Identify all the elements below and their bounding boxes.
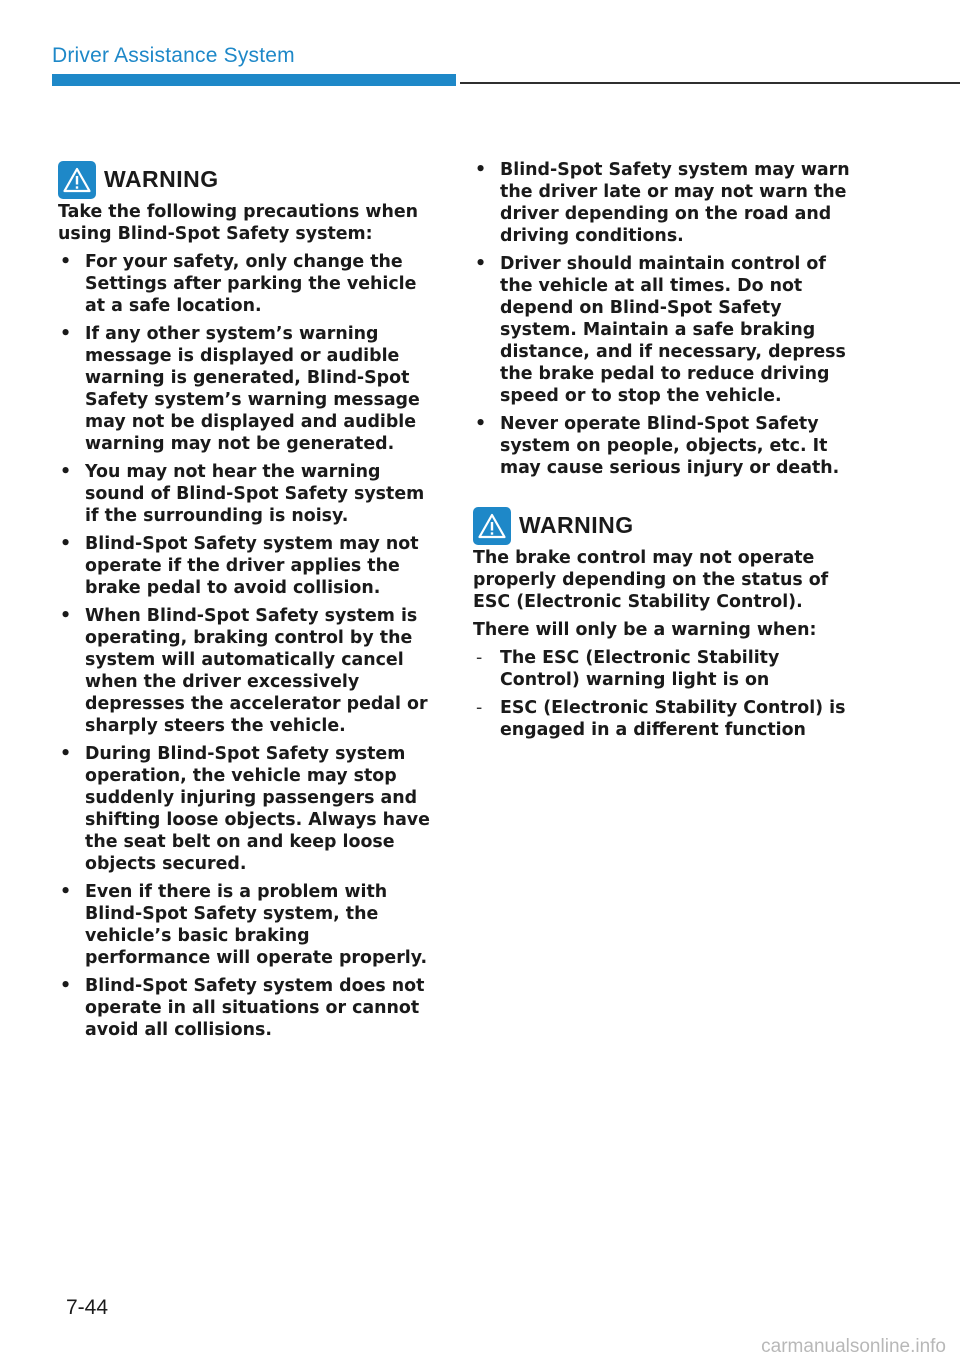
header-rule-line	[460, 82, 960, 84]
list-item: • For your safety, only change the Settings after parking the vehicle at a safe location.	[60, 251, 417, 316]
precautions-list-continued	[473, 160, 858, 480]
list-item: • During Blind-Spot Safety system operation, the vehicle may stop suddenly injuring passengers and shifting loose objects. Always have the seat belt on and keep loose objects secured.	[60, 744, 430, 874]
warning-triangle-icon	[58, 161, 96, 199]
list-item: • Blind-Spot Safety system may not operate if the driver applies the brake pedal to avoid collision.	[60, 534, 419, 598]
list-item: • Never operate Blind-Spot Safety system on people, objects, etc. It may cause serious injury or death.	[475, 413, 840, 478]
warning-heading	[58, 160, 438, 200]
warning-paragraph: The brake control may not operate properly depending on the status of ESC (Electronic Stability Control).	[473, 548, 829, 612]
list-item: - ESC (Electronic Stability Control) is engaged in a different function	[476, 698, 846, 741]
list-item: • If any other system’s warning message is displayed or audible warning is generated, Blind-Spot Safety system’s warning message may not be displayed and audible warning may not be generated.	[60, 324, 420, 454]
warning-paragraph: There will only be a warning when:	[473, 619, 817, 640]
section-title: Driver Assistance System	[52, 44, 295, 67]
right-column	[473, 160, 858, 748]
warning-heading	[473, 506, 858, 546]
page-number: 7-44	[66, 1296, 109, 1319]
watermark: carmanualsonline.info	[761, 1336, 946, 1357]
warning-triangle-icon	[473, 507, 511, 545]
list-item: • Blind-Spot Safety system may warn the driver late or may not warn the driver depending on the road and driving conditions.	[475, 160, 850, 246]
conditions-list	[473, 648, 858, 742]
warning-intro: Take the following precautions when using Blind-Spot Safety system:	[58, 202, 419, 244]
warning-title: WARNING	[519, 512, 634, 539]
list-item: • Even if there is a problem with Blind-Spot Safety system, the vehicle’s basic braking performance will operate properly.	[60, 882, 428, 968]
left-column	[58, 160, 438, 1049]
list-item: • You may not hear the warning sound of Blind-Spot Safety system if the surrounding is noisy.	[60, 461, 425, 526]
header-rule-accent	[52, 74, 456, 86]
precautions-list	[58, 252, 438, 1042]
warning-title: WARNING	[104, 166, 219, 193]
list-item: - The ESC (Electronic Stability Control) warning light is on	[476, 647, 780, 690]
list-item: • Driver should maintain control of the vehicle at all times. Do not depend on Blind-Spot Safety system. Maintain a safe braking distance, and if necessary, depress the brake pedal to reduce driving speed or to stop the vehicle.	[475, 254, 846, 406]
list-item: • When Blind-Spot Safety system is operating, braking control by the system will automatically cancel when the driver excessively depresses the accelerator pedal or sharply steers the vehicle.	[60, 606, 428, 736]
list-item: • Blind-Spot Safety system does not operate in all situations or cannot avoid all collisions.	[60, 976, 425, 1041]
